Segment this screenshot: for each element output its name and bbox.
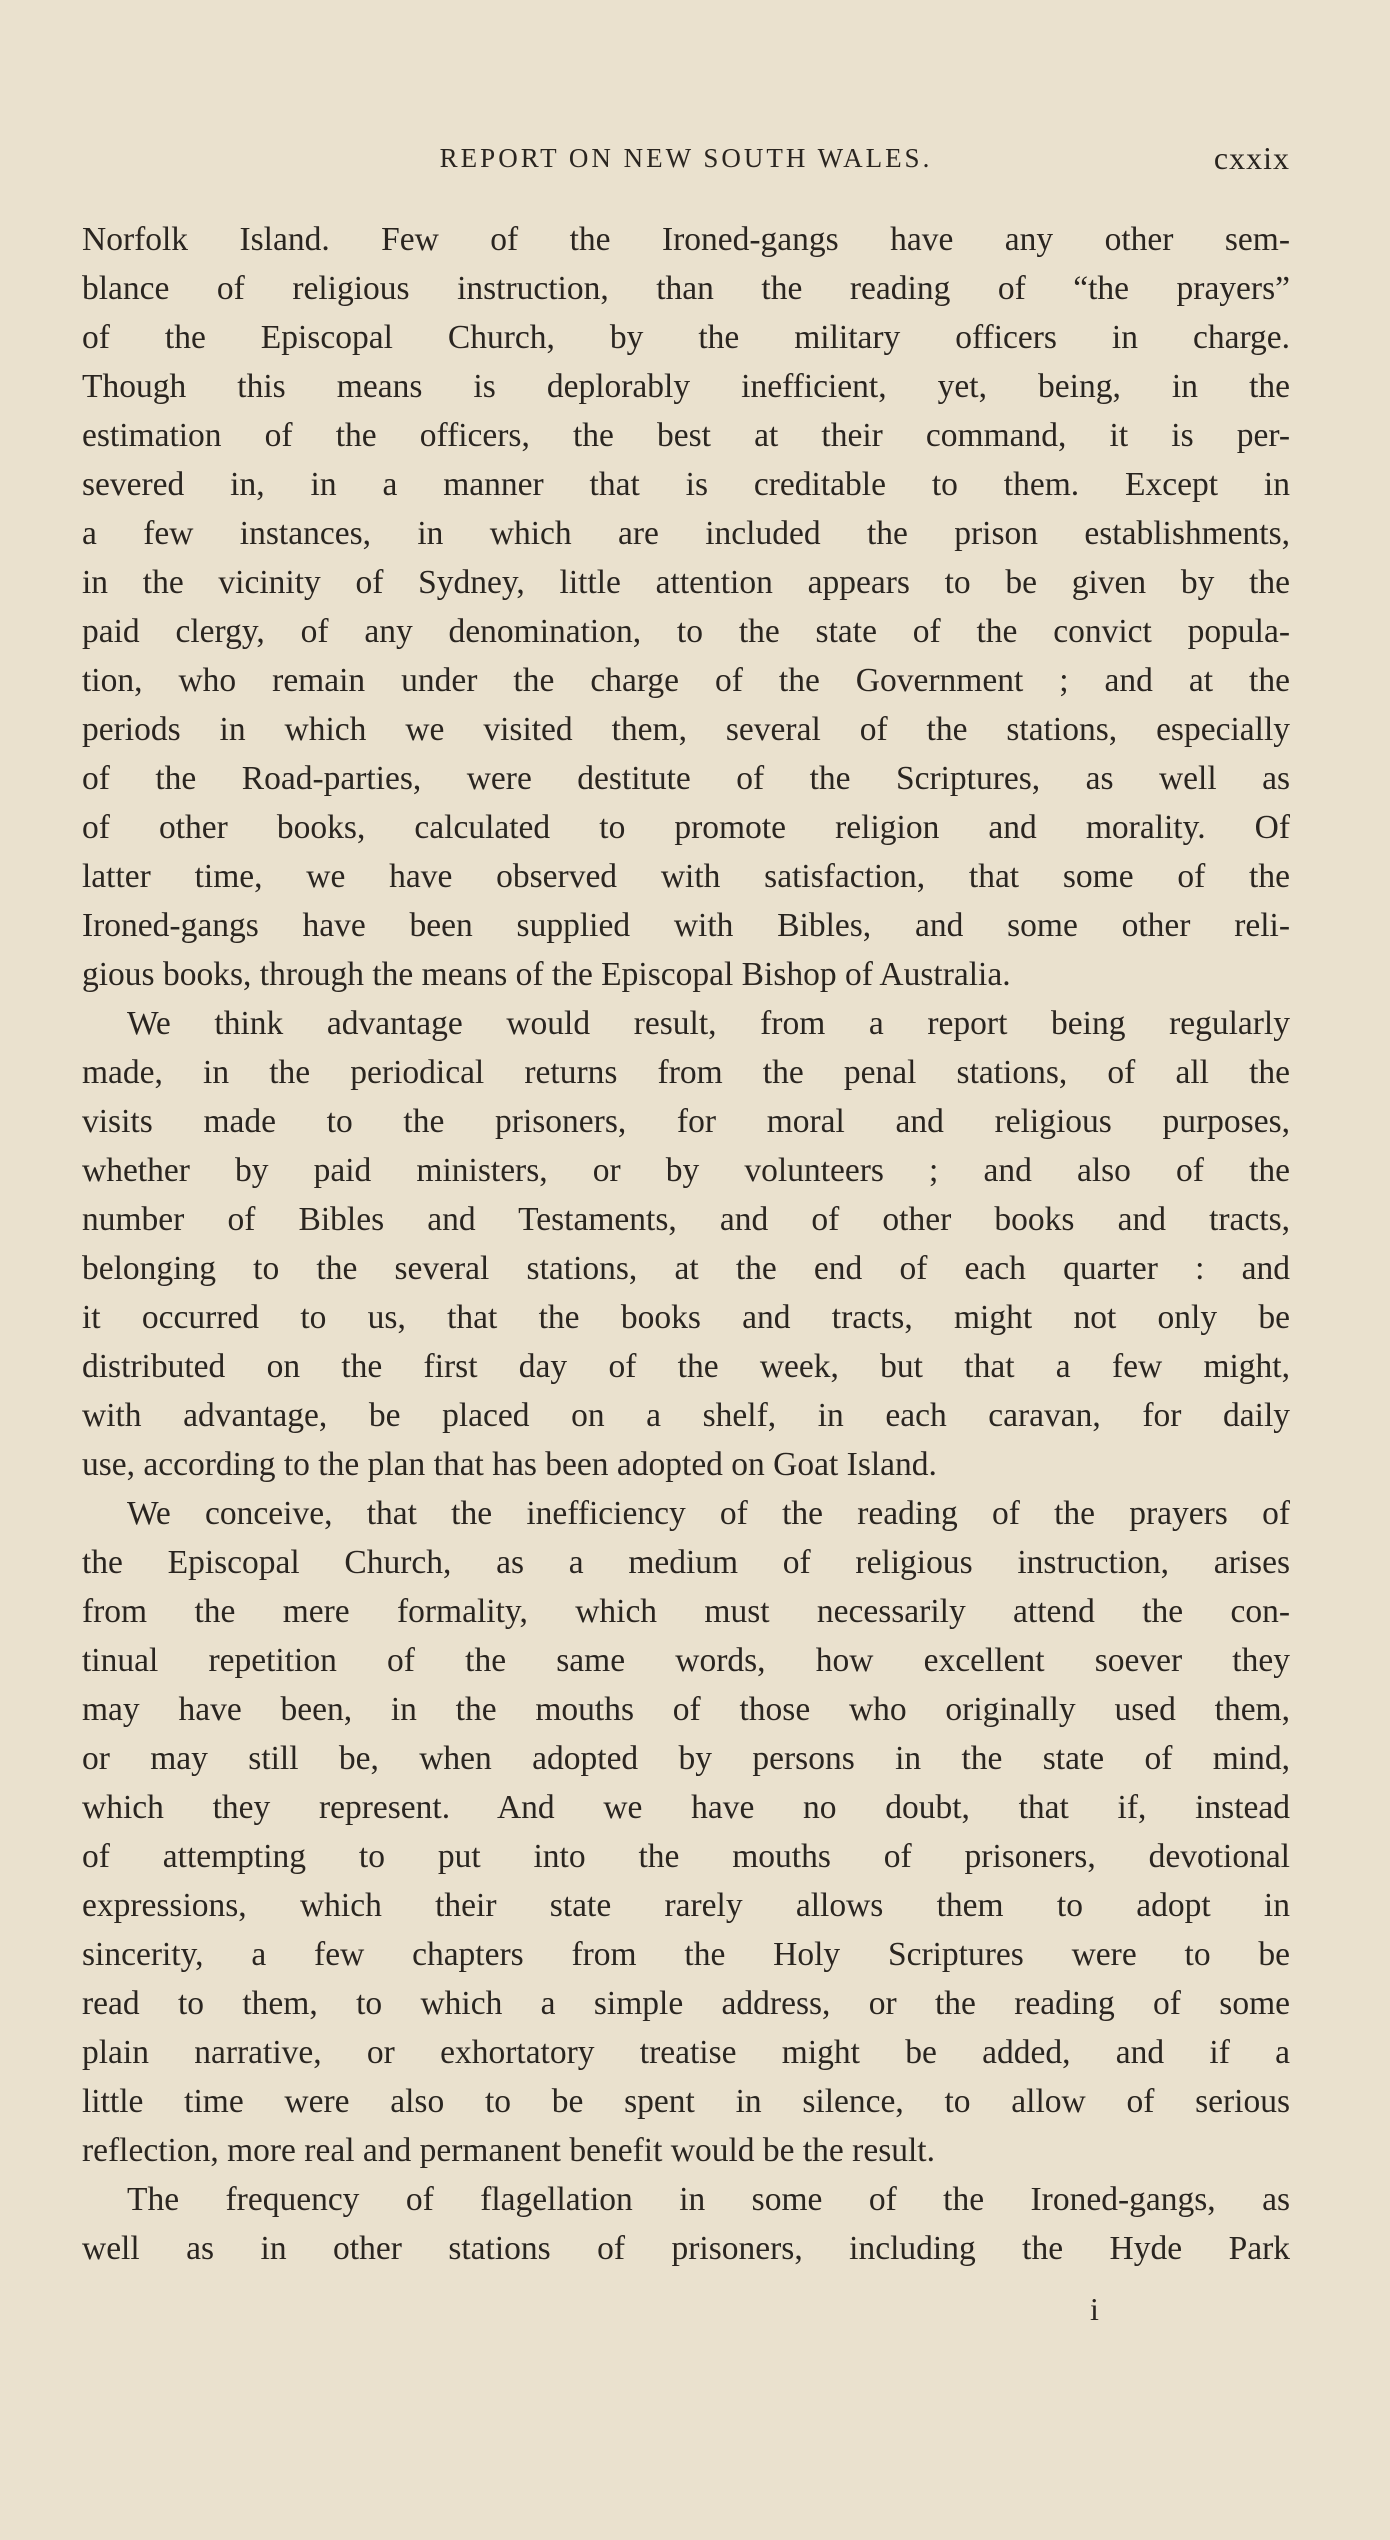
text-line: a few instances, in which are included the prison establishments, — [82, 515, 1290, 552]
text-line: sincerity, a few chapters from the Holy Scriptures were to be — [82, 1936, 1290, 1973]
text-line: We conceive, that the inefficiency of the reading of the prayers of — [127, 1495, 1290, 1532]
text-line: latter time, we have observed with satisfaction, that some of the — [82, 858, 1290, 895]
text-line: in the vicinity of Sydney, little attention appears to be given by the — [82, 564, 1290, 601]
signature-mark: i — [1090, 2291, 1099, 2327]
text-line: it occurred to us, that the books and tracts, might not only be — [82, 1299, 1290, 1336]
text-line: belonging to the several stations, at the end of each quarter : and — [82, 1250, 1290, 1287]
text-line: may have been, in the mouths of those who originally used them, — [82, 1691, 1290, 1728]
text-line: of the Episcopal Church, by the military officers in charge. — [82, 319, 1290, 356]
text-line: of other books, calculated to promote religion and morality. Of — [82, 809, 1290, 846]
text-line: Ironed-gangs have been supplied with Bibles, and some other reli- — [82, 907, 1290, 944]
text-line: gious books, through the means of the Episcopal Bishop of Australia. — [82, 956, 1011, 993]
text-line: read to them, to which a simple address, or the reading of some — [82, 1985, 1290, 2022]
text-line: number of Bibles and Testaments, and of other books and tracts, — [82, 1201, 1290, 1238]
text-line: of the Road-parties, were destitute of the Scriptures, as well as — [82, 760, 1290, 797]
page-number: cxxix — [1213, 140, 1290, 176]
text-line: the Episcopal Church, as a medium of religious instruction, arises — [82, 1544, 1290, 1581]
text-line: Though this means is deplorably inefficient, yet, being, in the — [82, 368, 1290, 405]
text-line: which they represent. And we have no doubt, that if, instead — [82, 1789, 1290, 1826]
text-line: plain narrative, or exhortatory treatise might be added, and if a — [82, 2034, 1290, 2071]
text-line: The frequency of flagellation in some of the Ironed-gangs, as — [127, 2181, 1290, 2218]
text-line: expressions, which their state rarely allows them to adopt in — [82, 1887, 1290, 1924]
text-line: from the mere formality, which must necessarily attend the con- — [82, 1593, 1290, 1630]
text-line: distributed on the first day of the week, but that a few might, — [82, 1348, 1290, 1385]
page-header — [82, 136, 1290, 180]
text-line: visits made to the prisoners, for moral and religious purposes, — [82, 1103, 1290, 1140]
text-line: of attempting to put into the mouths of prisoners, devotional — [82, 1838, 1290, 1875]
text-line: tion, who remain under the charge of the Government ; and at the — [82, 662, 1290, 699]
text-line: made, in the periodical returns from the penal stations, of all the — [82, 1054, 1290, 1091]
text-line: well as in other stations of prisoners, including the Hyde Park — [82, 2230, 1290, 2267]
text-line: We think advantage would result, from a report being regularly — [127, 1005, 1290, 1042]
text-line: tinual repetition of the same words, how excellent soever they — [82, 1642, 1290, 1679]
text-line: little time were also to be spent in silence, to allow of serious — [82, 2083, 1290, 2120]
text-line: with advantage, be placed on a shelf, in each caravan, for daily — [82, 1397, 1290, 1434]
text-line: blance of religious instruction, than the reading of “the prayers” — [82, 270, 1290, 307]
text-line: Norfolk Island. Few of the Ironed-gangs have any other sem- — [82, 221, 1290, 258]
text-line: or may still be, when adopted by persons in the state of mind, — [82, 1740, 1290, 1777]
text-line: paid clergy, of any denomination, to the state of the convict popula- — [82, 613, 1290, 650]
running-title: REPORT ON NEW SOUTH WALES. — [439, 143, 933, 173]
text-line: severed in, in a manner that is creditable to them. Except in — [82, 466, 1290, 503]
text-line: use, according to the plan that has been adopted on Goat Island. — [82, 1446, 937, 1483]
text-line: whether by paid ministers, or by volunteers ; and also of the — [82, 1152, 1290, 1189]
body-text — [82, 215, 1290, 2273]
text-line: periods in which we visited them, several of the stations, especially — [82, 711, 1290, 748]
text-line: reflection, more real and permanent benefit would be the result. — [82, 2132, 935, 2169]
text-line: estimation of the officers, the best at their command, it is per- — [82, 417, 1290, 454]
